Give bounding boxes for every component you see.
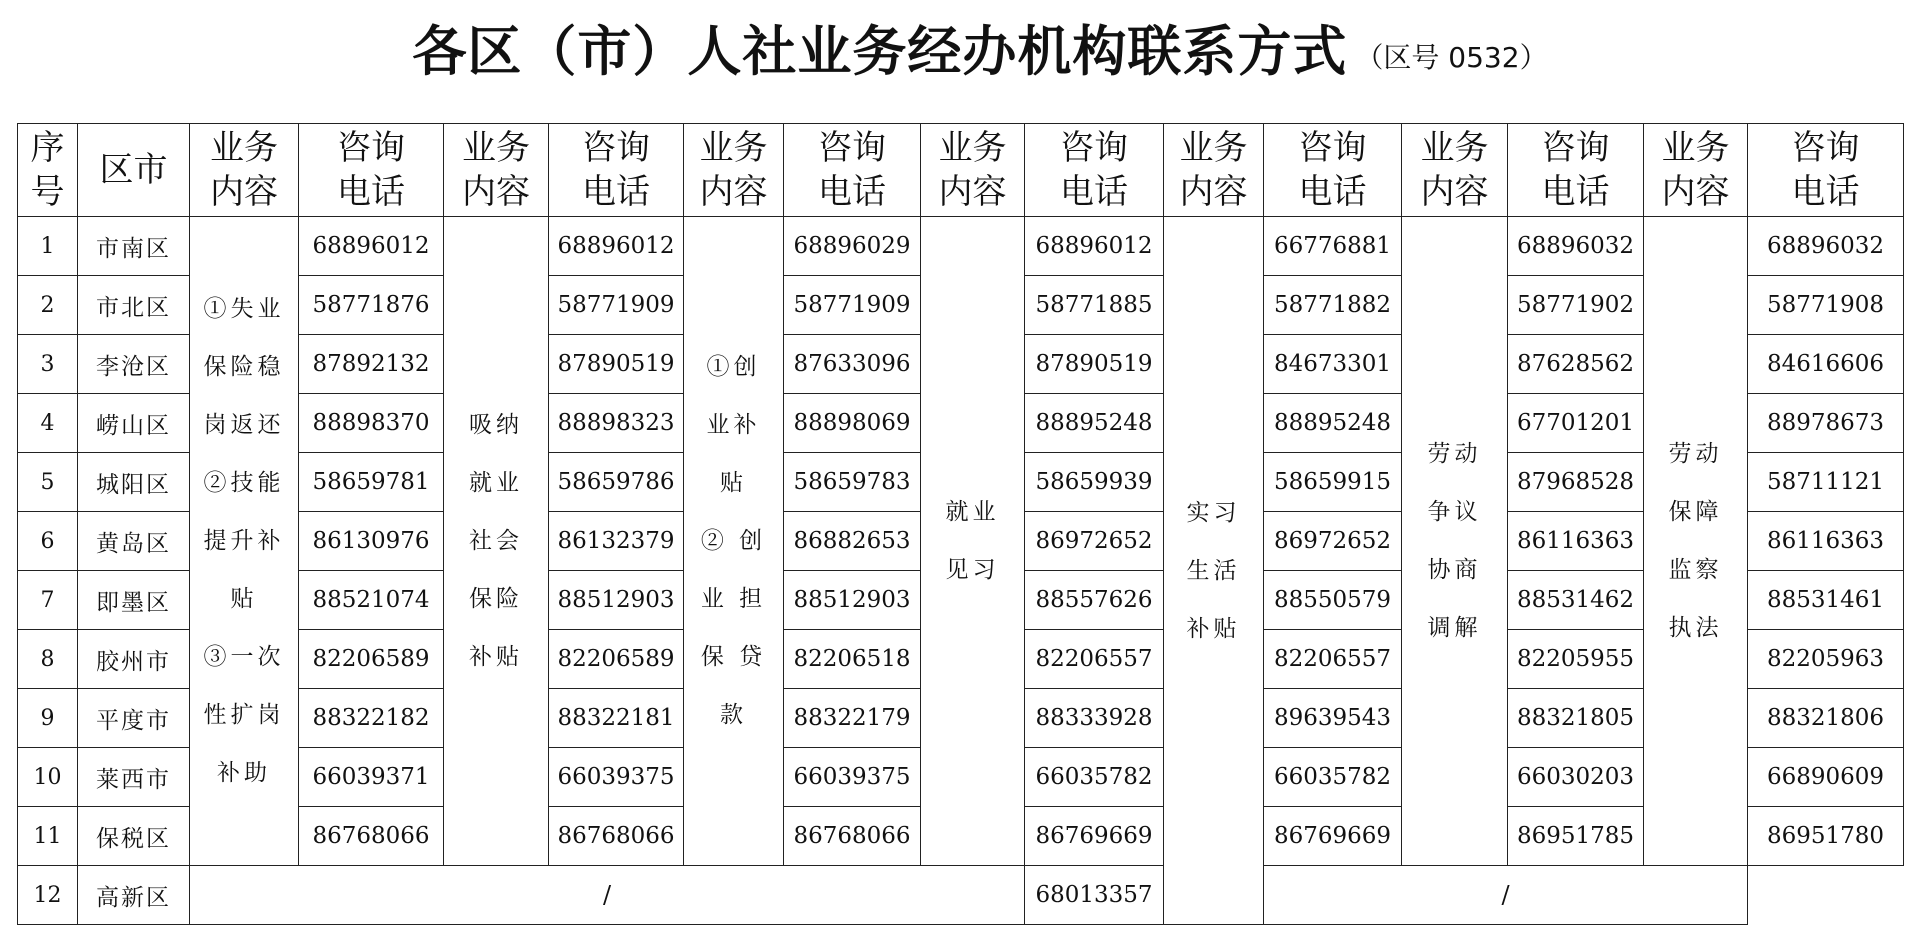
header-service-line: 内容 [210, 172, 278, 212]
service-line: 就业 [945, 499, 1000, 525]
phone-number: 68896032 [1508, 217, 1644, 276]
header-service [190, 124, 299, 217]
phone-number: 87968528 [1508, 453, 1644, 512]
row-number: 1 [18, 217, 78, 276]
district-name: 保税区 [78, 807, 190, 866]
service-line: ③一次 [203, 644, 285, 670]
service-line: 吸纳 [469, 412, 523, 438]
service-content [921, 217, 1025, 866]
phone-number: 58659783 [784, 453, 921, 512]
district-name: 胶州市 [78, 630, 190, 689]
phone-number: 82206589 [299, 630, 444, 689]
phone-number: 88512903 [784, 571, 921, 630]
district-name: 市南区 [78, 217, 190, 276]
service-line: 执法 [1668, 615, 1723, 641]
phone-number: 82206518 [784, 630, 921, 689]
service-content [1164, 217, 1264, 925]
phone-number: 66035782 [1025, 748, 1164, 807]
district-name: 崂山区 [78, 394, 190, 453]
service-line: ②技能 [203, 470, 285, 496]
district-name: 李沧区 [78, 335, 190, 394]
service-line: 贴 [230, 586, 258, 612]
phone-number: 66035782 [1264, 748, 1402, 807]
phone-number: 86769669 [1025, 807, 1164, 866]
service-line: 补贴 [1186, 615, 1241, 642]
service-line: 保险稳 [203, 354, 285, 380]
table-row [18, 866, 1904, 925]
phone-number: 87633096 [784, 335, 921, 394]
phone-number: 58659939 [1025, 453, 1164, 512]
phone-number: 88531462 [1508, 571, 1644, 630]
phone-number: 87892132 [299, 335, 444, 394]
district-name: 莱西市 [78, 748, 190, 807]
header-phone-line: 咨询 [818, 128, 886, 168]
service-line: 协商 [1427, 557, 1482, 583]
phone-number: 88322182 [299, 689, 444, 748]
phone-number: 66776881 [1264, 217, 1402, 276]
phone-number: 58659786 [549, 453, 684, 512]
phone-number: 86768066 [549, 807, 684, 866]
row-number: 12 [18, 866, 78, 925]
row-number: 7 [18, 571, 78, 630]
row-number: 4 [18, 394, 78, 453]
header-service-line: 内容 [1661, 172, 1730, 212]
service-line: 见习 [945, 557, 1000, 583]
header-seq-line: 号 [30, 172, 65, 212]
service-line: 劳动 [1668, 441, 1723, 467]
header-service-line: 内容 [938, 172, 1007, 212]
phone-number: 82205963 [1748, 630, 1904, 689]
header-service [1164, 124, 1264, 217]
service-line: 补贴 [469, 644, 523, 670]
header-service-line: 业务 [1661, 128, 1730, 168]
header-phone-line: 电话 [582, 172, 650, 212]
phone-number: 68896012 [299, 217, 444, 276]
header-phone-line: 电话 [1298, 172, 1367, 212]
header-phone-line: 咨询 [337, 128, 405, 168]
phone-number: 88321806 [1748, 689, 1904, 748]
phone-number: 58659915 [1264, 453, 1402, 512]
phone-number: 58711121 [1748, 453, 1904, 512]
page-title: 各区（市）人社业务经办机构联系方式 [412, 20, 1348, 83]
phone-number: 86972652 [1264, 512, 1402, 571]
header-service [444, 124, 549, 217]
service-line: 生活 [1186, 557, 1241, 584]
header-service-line: 业务 [462, 128, 530, 168]
not-applicable-mark: / [190, 866, 1025, 925]
service-content [684, 217, 784, 866]
service-line: 岗返还 [203, 412, 285, 438]
phone-number: 66890609 [1748, 748, 1904, 807]
service-content [1644, 217, 1748, 866]
phone-number: 88895248 [1025, 394, 1164, 453]
phone-number: 88521074 [299, 571, 444, 630]
area-code-note: （区号 0532） [1355, 41, 1548, 74]
phone-number: 58771909 [784, 276, 921, 335]
phone-number: 68013357 [1025, 866, 1164, 925]
phone-number: 68896012 [1025, 217, 1164, 276]
phone-number: 86769669 [1264, 807, 1402, 866]
service-content [190, 217, 299, 866]
district-name: 市北区 [78, 276, 190, 335]
phone-number: 88557626 [1025, 571, 1164, 630]
phone-number: 66039375 [784, 748, 921, 807]
header-phone-line: 咨询 [582, 128, 650, 168]
phone-number: 68896029 [784, 217, 921, 276]
service-line: 保险 [469, 586, 523, 612]
phone-number: 88898323 [549, 394, 684, 453]
phone-number: 58771908 [1748, 276, 1904, 335]
service-line: 争议 [1427, 499, 1482, 525]
phone-number: 66039371 [299, 748, 444, 807]
service-line: 调解 [1427, 615, 1482, 641]
phone-number: 82206589 [549, 630, 684, 689]
phone-number: 86116363 [1748, 512, 1904, 571]
header-phone-line: 电话 [1791, 172, 1860, 212]
phone-number: 84616606 [1748, 335, 1904, 394]
contact-table [17, 123, 1904, 925]
phone-number: 82206557 [1264, 630, 1402, 689]
phone-number: 86768066 [784, 807, 921, 866]
phone-number: 84673301 [1264, 335, 1402, 394]
header-service-line: 内容 [699, 172, 768, 212]
row-number: 10 [18, 748, 78, 807]
header-service-line: 业务 [1420, 128, 1489, 168]
row-number: 11 [18, 807, 78, 866]
header-service [921, 124, 1025, 217]
header-phone [1748, 124, 1904, 217]
phone-number: 88333928 [1025, 689, 1164, 748]
header-service-line: 内容 [1420, 172, 1489, 212]
phone-number: 86951780 [1748, 807, 1904, 866]
header-service-line: 业务 [699, 128, 768, 168]
phone-number: 88512903 [549, 571, 684, 630]
phone-number: 86951785 [1508, 807, 1644, 866]
header-seq [18, 124, 78, 217]
phone-number: 58771876 [299, 276, 444, 335]
phone-number: 86882653 [784, 512, 921, 571]
phone-number: 58659781 [299, 453, 444, 512]
service-line: ①失业 [203, 296, 285, 322]
header-service [1402, 124, 1508, 217]
phone-number: 87890519 [549, 335, 684, 394]
district-name: 即墨区 [78, 571, 190, 630]
service-line: 保 贷 [700, 644, 767, 670]
header-phone-line: 咨询 [1060, 128, 1128, 168]
service-line: 性扩岗 [203, 702, 285, 728]
service-content [1402, 217, 1508, 866]
phone-number: 68896012 [549, 217, 684, 276]
phone-number: 88978673 [1748, 394, 1904, 453]
phone-number: 86116363 [1508, 512, 1644, 571]
phone-number: 86132379 [549, 512, 684, 571]
service-line: 保障 [1668, 499, 1723, 525]
phone-number: 88550579 [1264, 571, 1402, 630]
header-service-line: 内容 [1179, 172, 1248, 212]
service-line: ①创 [706, 354, 761, 380]
row-number: 9 [18, 689, 78, 748]
service-line: 提升补 [203, 528, 285, 554]
header-row [18, 124, 1904, 217]
phone-number: 88322179 [784, 689, 921, 748]
row-number: 5 [18, 453, 78, 512]
phone-number: 58771902 [1508, 276, 1644, 335]
header-phone-line: 电话 [818, 172, 886, 212]
service-line: 就业 [469, 470, 523, 496]
service-line: 贴 [720, 470, 747, 496]
header-seq-line: 序 [30, 128, 65, 168]
phone-number: 86130976 [299, 512, 444, 571]
header-phone-line: 电话 [1541, 172, 1610, 212]
row-number: 6 [18, 512, 78, 571]
phone-number: 88531461 [1748, 571, 1904, 630]
phone-number: 88895248 [1264, 394, 1402, 453]
header-district: 区市 [78, 124, 190, 217]
service-content [444, 217, 549, 866]
phone-number: 68896032 [1748, 217, 1904, 276]
district-name: 平度市 [78, 689, 190, 748]
header-phone [1508, 124, 1644, 217]
header-service [684, 124, 784, 217]
header-phone [784, 124, 921, 217]
district-name: 高新区 [78, 866, 190, 925]
phone-number: 82205955 [1508, 630, 1644, 689]
service-line: 补助 [217, 760, 271, 786]
row-number: 2 [18, 276, 78, 335]
header-service-line: 业务 [210, 128, 278, 168]
phone-number: 88898370 [299, 394, 444, 453]
service-line: 劳动 [1427, 441, 1482, 467]
phone-number: 58771909 [549, 276, 684, 335]
phone-number: 86972652 [1025, 512, 1164, 571]
header-phone-line: 电话 [337, 172, 405, 212]
header-service-line: 业务 [938, 128, 1007, 168]
service-line: 业 担 [700, 586, 767, 612]
phone-number: 58771885 [1025, 276, 1164, 335]
district-name: 城阳区 [78, 453, 190, 512]
header-phone [1025, 124, 1164, 217]
phone-number: 86768066 [299, 807, 444, 866]
service-line: 业补 [706, 412, 761, 438]
header-service [1644, 124, 1748, 217]
page-header [0, 14, 1920, 84]
service-line: 款 [720, 702, 747, 728]
header-phone [1264, 124, 1402, 217]
district-name: 黄岛区 [78, 512, 190, 571]
phone-number: 87628562 [1508, 335, 1644, 394]
row-number: 8 [18, 630, 78, 689]
phone-number: 58771882 [1264, 276, 1402, 335]
phone-number: 66030203 [1508, 748, 1644, 807]
header-service-line: 内容 [462, 172, 530, 212]
header-phone-line: 咨询 [1791, 128, 1860, 168]
service-line: 实习 [1186, 499, 1241, 526]
header-phone-line: 咨询 [1541, 128, 1610, 168]
header-phone [549, 124, 684, 217]
phone-number: 88321805 [1508, 689, 1644, 748]
row-number: 3 [18, 335, 78, 394]
header-phone [299, 124, 444, 217]
phone-number: 88898069 [784, 394, 921, 453]
service-line: 社会 [469, 528, 523, 554]
phone-number: 88322181 [549, 689, 684, 748]
service-line: 监察 [1668, 557, 1723, 583]
header-service-line: 业务 [1179, 128, 1248, 168]
phone-number: 87890519 [1025, 335, 1164, 394]
not-applicable-mark: / [1264, 866, 1748, 925]
phone-number: 66039375 [549, 748, 684, 807]
table-body [18, 217, 1904, 925]
header-phone-line: 咨询 [1298, 128, 1367, 168]
header-phone-line: 电话 [1060, 172, 1128, 212]
service-line: ② 创 [700, 528, 767, 554]
table-row [18, 217, 1904, 276]
phone-number: 89639543 [1264, 689, 1402, 748]
phone-number: 67701201 [1508, 394, 1644, 453]
phone-number: 82206557 [1025, 630, 1164, 689]
